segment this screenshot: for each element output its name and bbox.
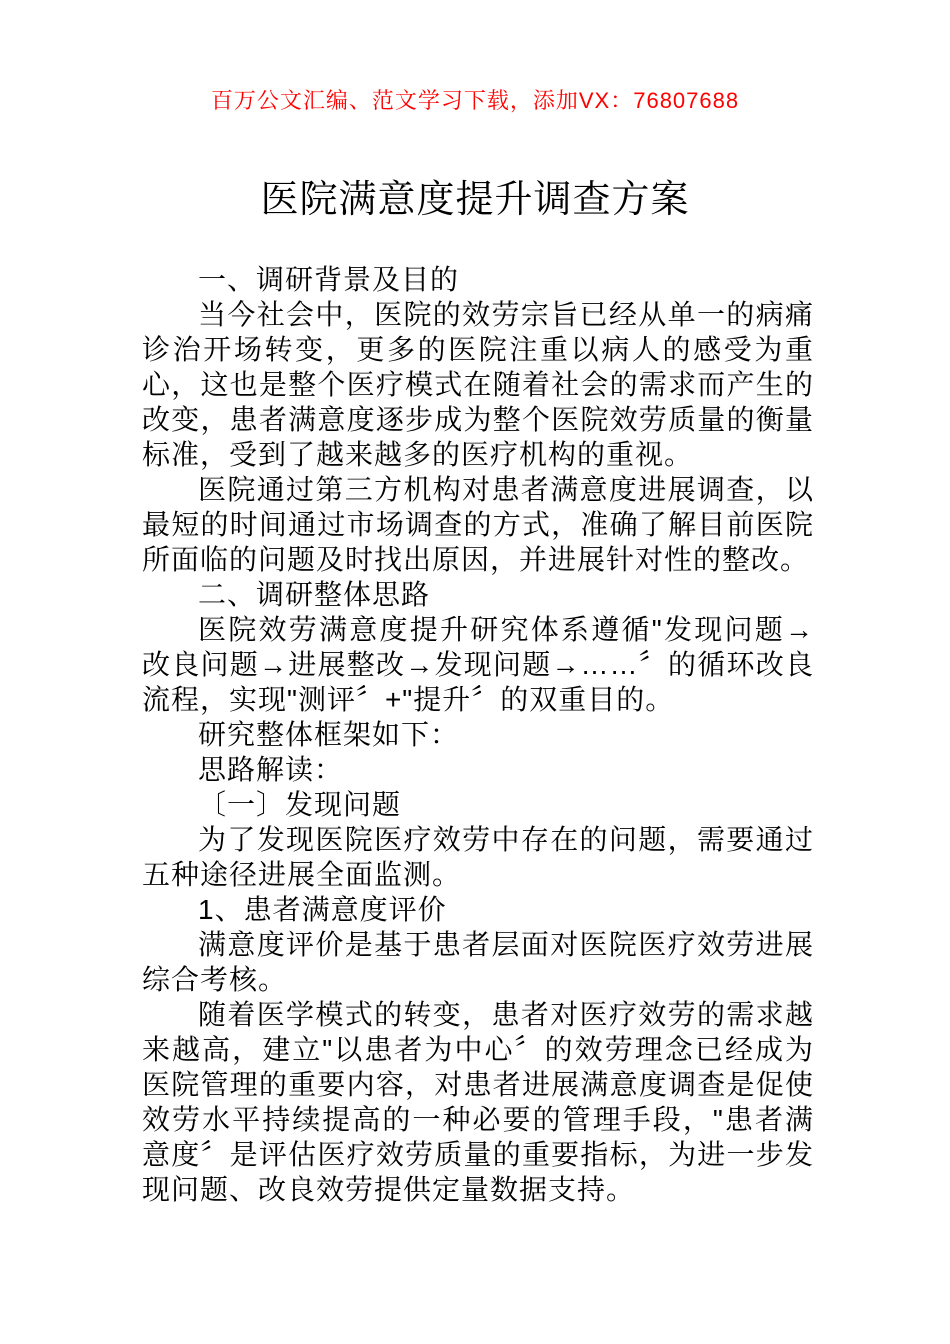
paragraph: 医院通过第三方机构对患者满意度进展调查，以最短的时间通过市场调查的方式，准确了解目前医院所面临的问题及时找出原因，并进展针对性的整改。 [142, 474, 814, 575]
paragraph: 满意度评价是基于患者层面对医院医疗效劳进展综合考核。 [142, 929, 814, 995]
document-title: 医院满意度提升调查方案 [260, 179, 690, 221]
section-heading: 一、调研背景及目的 [198, 264, 460, 295]
sub-heading: 1、患者满意度评价 [198, 894, 447, 925]
paragraph: 随着医学模式的转变，患者对医疗效劳的需求越来越高，建立"以患者为中心〞的效劳理念已经成为医院管理的重要内容，对患者进展满意度调查是促使效劳水平持续提高的一种必要的管理手段，"患者满意度〞是评估医疗效劳质量的重要指标，为进一步发现问题、改良效劳提供定量数据支持。 [142, 999, 814, 1205]
paragraph: 研究整体框架如下： [198, 719, 460, 750]
section-heading: 二、调研整体思路 [198, 579, 431, 610]
sub-heading: 〔一〕发现问题 [198, 789, 402, 820]
document-body [142, 262, 814, 1207]
paragraph: 为了发现医院医疗效劳中存在的问题，需要通过五种途径进展全面监测。 [142, 824, 814, 890]
promo-notice: 百万公文汇编、范文学习下载，添加VX：76807688 [210, 88, 740, 113]
paragraph: 医院效劳满意度提升研究体系遵循"发现问题→改良问题→进展整改→发现问题→……〞的循环改良流程，实现"测评〞+"提升〞的双重目的。 [142, 614, 814, 715]
paragraph: 思路解读： [198, 754, 344, 785]
paragraph: 当今社会中，医院的效劳宗旨已经从单一的病痛诊治开场转变，更多的医院注重以病人的感受为重心，这也是整个医疗模式在随着社会的需求而产生的改变，患者满意度逐步成为整个医院效劳质量的衡量标准，受到了越来越多的医疗机构的重视。 [142, 299, 814, 470]
